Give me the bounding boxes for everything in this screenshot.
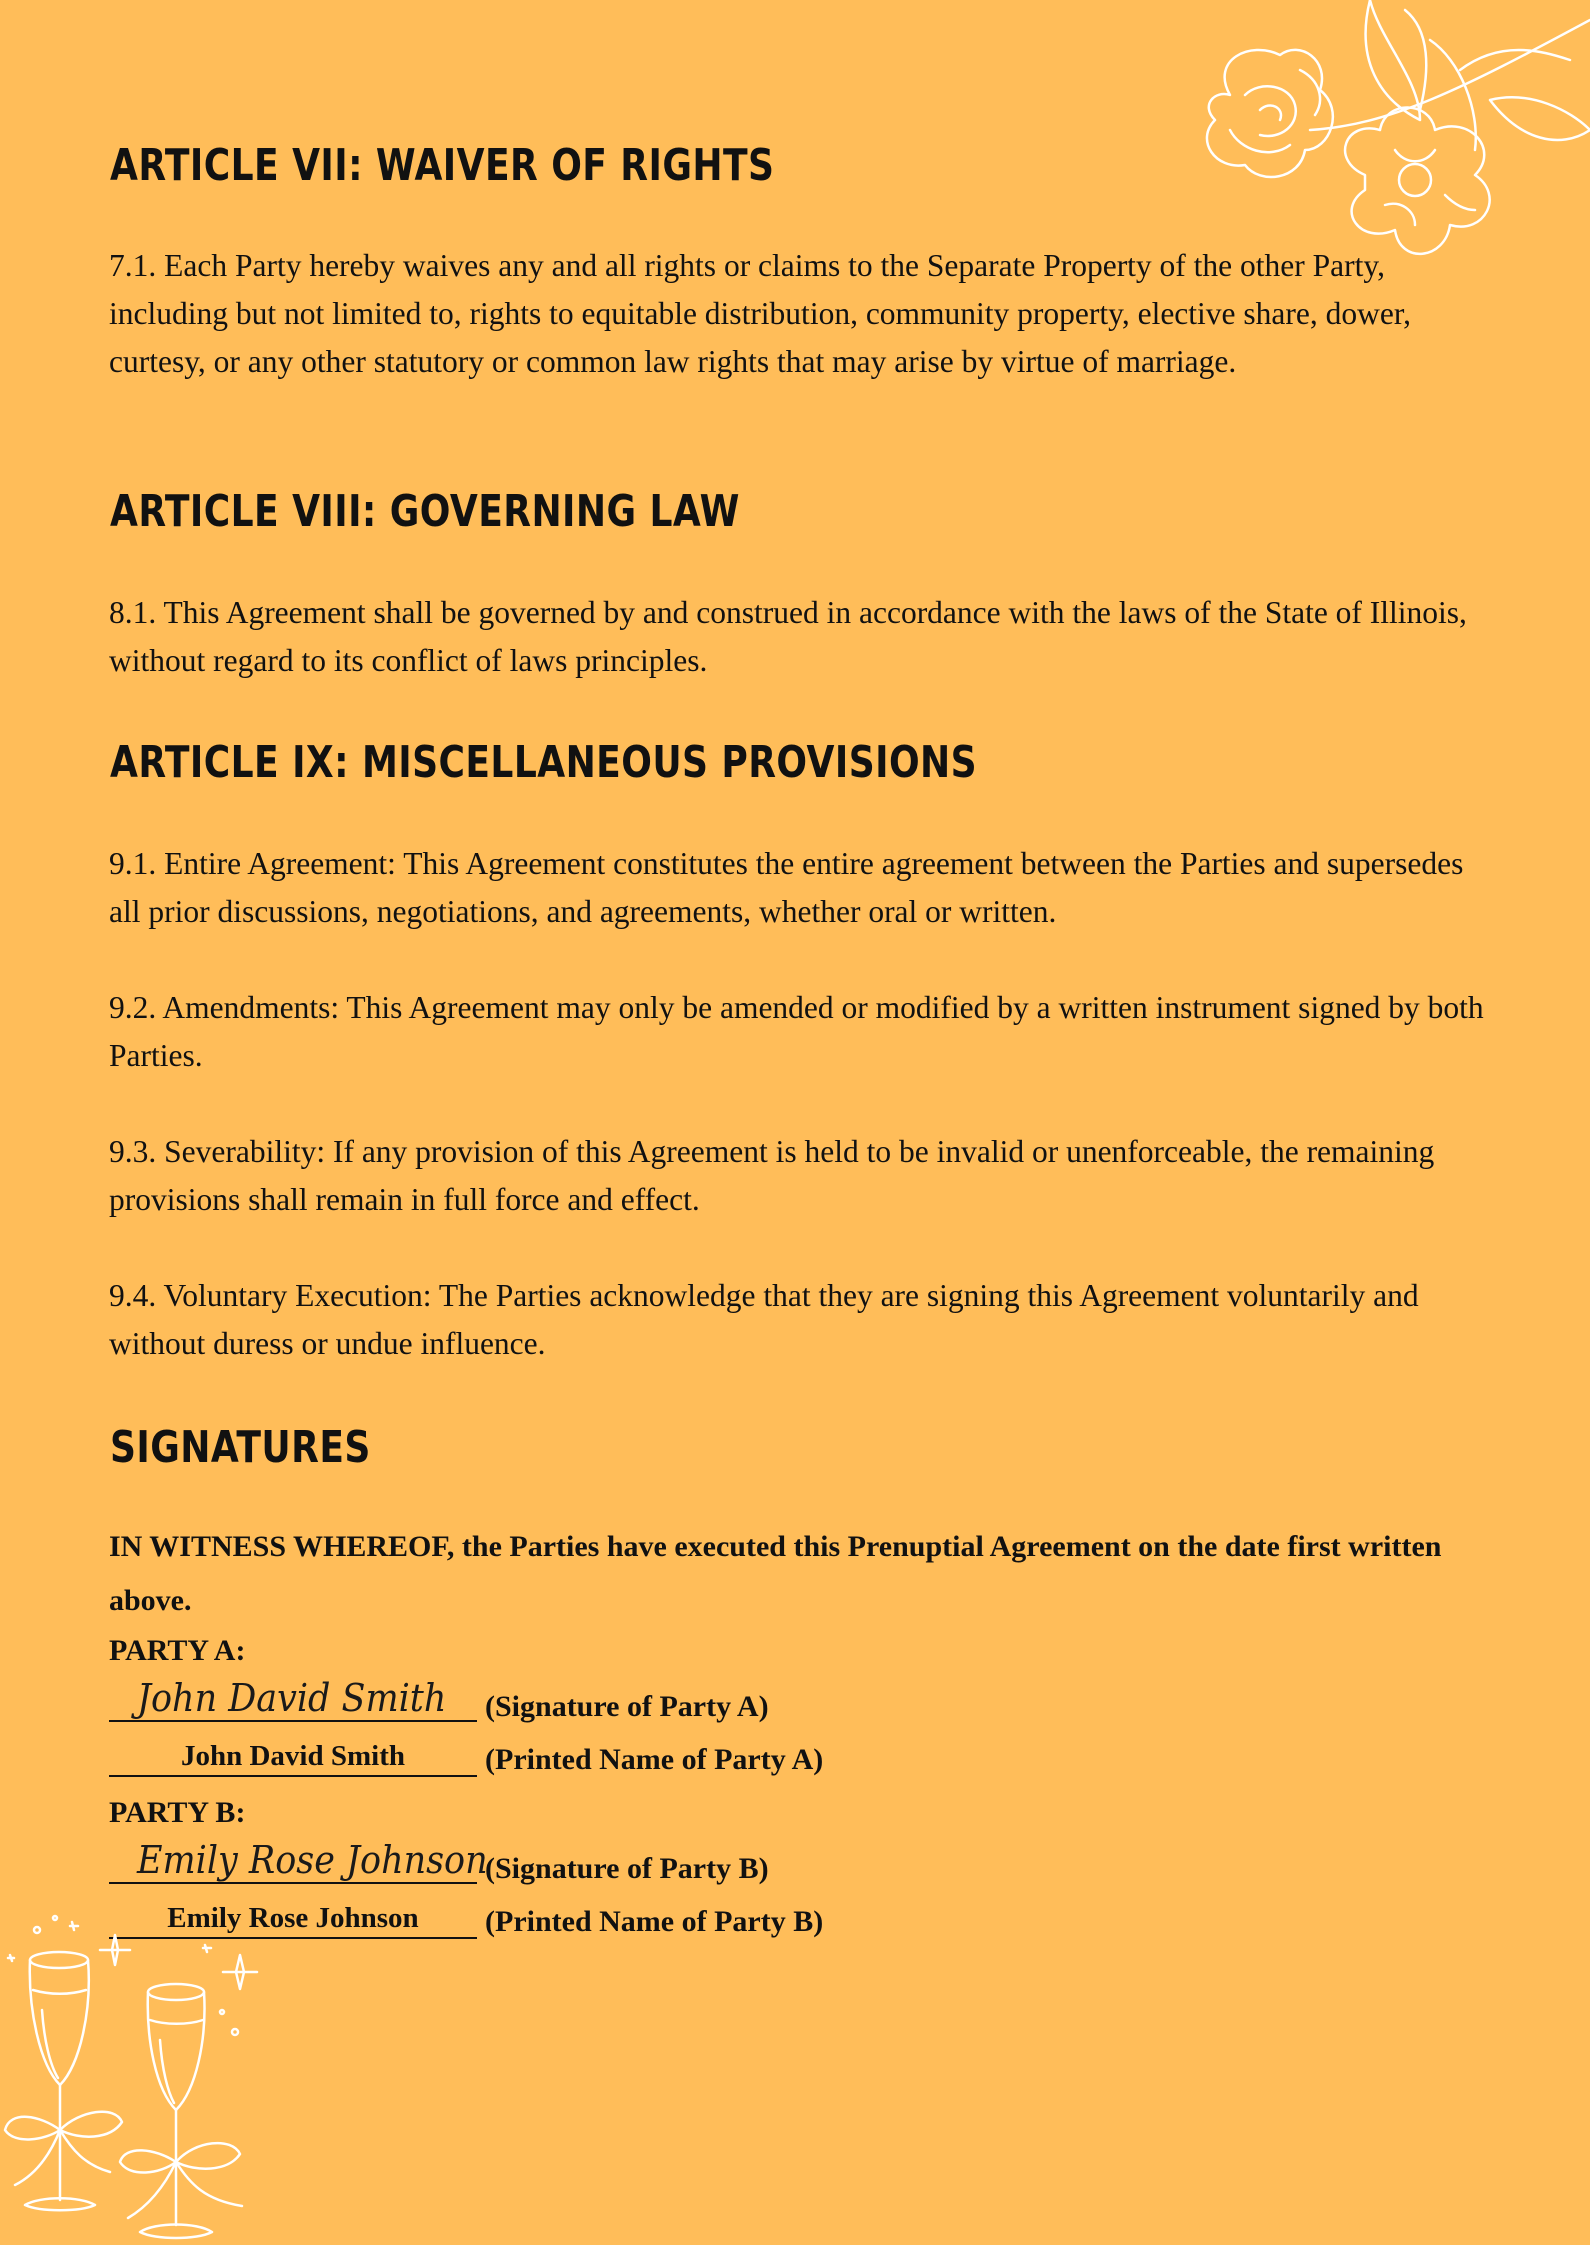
article-viii-paragraph-1: 8.1. This Agreement shall be governed by and construed in accordance with the laws of the State of Illinois, without regard to its conflict of laws principles. [109, 595, 1467, 678]
champagne-glasses-illustration-icon [0, 1900, 280, 2245]
article-ix-paragraph-3: 9.3. Severability: If any provision of this Agreement is held to be invalid or unenforceable, the remaining provisions shall remain in full force and effect. [109, 1134, 1435, 1217]
party-a-signature: John David Smith [137, 1676, 447, 1720]
party-b-label: PARTY B: [109, 1796, 246, 1829]
article-vii-heading: ARTICLE VII: WAIVER OF RIGHTS [110, 140, 775, 191]
article-viii-heading: ARTICLE VIII: GOVERNING LAW [110, 486, 740, 537]
party-a-label: PARTY A: [109, 1634, 246, 1667]
signatures-heading: SIGNATURES [110, 1422, 371, 1473]
party-a-printed-name-line [109, 1735, 477, 1777]
witness-statement: IN WITNESS WHEREOF, the Parties have executed this Prenuptial Agreement on the date first written above. [109, 1530, 1442, 1617]
party-b-signature-caption: (Signature of Party B) [485, 1852, 769, 1885]
party-b-printed-name: Emily Rose Johnson [167, 1902, 419, 1934]
party-a-printed-name: John David Smith [180, 1740, 405, 1772]
article-ix-paragraph-2: 9.2. Amendments: This Agreement may only be amended or modified by a written instrument signed by both Parties. [109, 990, 1484, 1073]
party-b-signature-line [109, 1838, 488, 1884]
party-a-signature-line [109, 1676, 477, 1722]
article-ix-paragraph-1: 9.1. Entire Agreement: This Agreement constitutes the entire agreement between the Parties and supersedes all prior discussions, negotiations, and agreements, whether oral or written. [109, 846, 1464, 929]
party-a-signature-caption: (Signature of Party A) [485, 1690, 769, 1723]
article-vii-paragraph-1: 7.1. Each Party hereby waives any and all rights or claims to the Separate Property of the other Party, including but not limited to, rights to equitable distribution, community property, elective share, dower, curtesy, or any other statutory or common law rights that may arise by virtue of marriage. [109, 248, 1411, 379]
article-ix-paragraph-4: 9.4. Voluntary Execution: The Parties acknowledge that they are signing this Agreement voluntarily and without duress or undue influence. [109, 1278, 1419, 1361]
article-ix-heading: ARTICLE IX: MISCELLANEOUS PROVISIONS [110, 737, 978, 788]
party-b-printed-caption: (Printed Name of Party B) [485, 1905, 824, 1938]
party-a-printed-caption: (Printed Name of Party A) [485, 1743, 824, 1776]
party-b-signature: Emily Rose Johnson [137, 1838, 488, 1882]
